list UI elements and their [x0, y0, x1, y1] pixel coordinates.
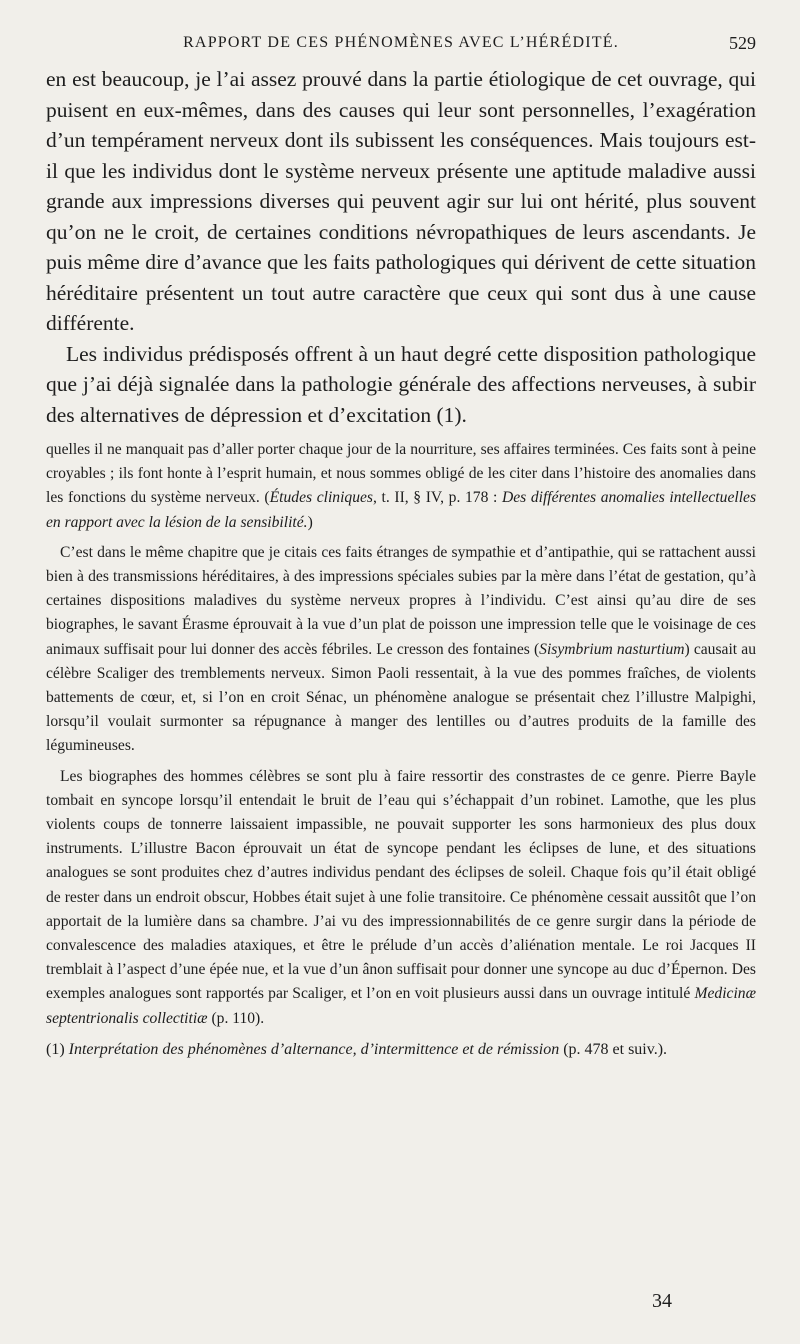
- note-paragraph-3: [46, 765, 756, 1031]
- page-number: 529: [729, 33, 756, 53]
- footnote-marker: (1): [46, 1040, 69, 1058]
- note-3-end: (p. 110).: [207, 1009, 265, 1027]
- signature-mark: 34: [652, 1290, 672, 1312]
- note-2-text: C’est dans le même chapitre que je citais ces faits étranges de sympathie et d’antipathie, qui se rattachent aussi bien à des transmissions héréditaires, à des impressions spéciales subies par la mère dans l’état de gestation, qu’à certaines dispositions maladives du système nerveux propres à l’individu. C’est ainsi qu’au dire de ses biographes, le savant Érasme éprouvait à la vue d’un plat de poisson une impression telle que le voisinage de ces animaux suffisait pour lui donner des accès fébriles. Le cresson des fontaines (: [46, 543, 756, 658]
- notes-block: [46, 438, 756, 1031]
- note-1-ref-chapter: Des différentes anomalies intellectuelles en rapport avec la lésion de la sensibilité.: [46, 489, 757, 531]
- note-1-text: quelles il ne manquait pas d’aller porter chaque jour de la nourriture, ses affaires terminées. Ces faits sont à peine croyables ; ils font honte à l’esprit humain, et nous sommes obligé de les citer dans l’histoire des anomalies dans les fonctions du système nerveux. (: [46, 441, 756, 507]
- note-3-text: Les biographes des hommes célèbres se sont plu à faire ressortir des constrastes de ce genre. Pierre Bayle tombait en syncope lorsqu’il entendait le bruit de l’eau qui s’échappait d’un robinet. Lamothe, que les plus violents coups de tonnerre laissaient impassible, ne pouvait supporter les sons harmonieux des plus doux instruments. L’illustre Bacon éprouvait un état de syncope pendant les éclipses de lune, et des situations analogues se sont produites chez d’autres individus pendant des éclipses de soleil. Chaque fois qu’il était obligé de rester dans un endroit obscur, Hobbes était sujet à une folie transitoire. Ce phénomène cessait aussitôt que l’on apportait de la lumière dans sa chambre. J’ai vu des impressionnabilités de ce genre surgir dans la période de convalescence des maladies ataxiques, et être le prélude d’un accès d’aliénation mentale. Le roi Jacques II tremblait à l’aspect d’une épée nue, et la vue d’un ânon suffisait pour donner une syncope au duc d’Épernon. Des exemples analogues sont rapportés par Scaliger, et l’on en voit plusieurs aussi dans un ouvrage intitulé: [46, 767, 756, 1003]
- main-paragraph-2: Les individus prédisposés offrent à un haut degré cette disposition pathologique que j’ai déjà signalée dans la pathologie générale des affections nerveuses, à subir des alternatives de dépression et d’excitation (1).: [46, 341, 756, 427]
- note-2-rest: ) causait au célèbre Scaliger des tremblements nerveux. Simon Paoli ressentait, à la vue des pommes fraîches, de violents battements de cœur, et, si l’on en croit Sénac, un phénomène analogue se présentait chez l’illustre Malpighi, lorsqu’il voulait surmonter sa répugnance à manger des lentilles ou d’autres produits de la famille des légumineuses.: [46, 640, 756, 755]
- note-1-ref-title: Études cliniques: [269, 489, 373, 507]
- footnote-1: [46, 1037, 756, 1062]
- footnote-title: Interprétation des phénomènes d’alternance, d’intermittence et de rémission: [68, 1040, 560, 1058]
- note-2-latin: Sisymbrium nasturtium: [539, 640, 685, 658]
- note-paragraph-1: [46, 438, 756, 535]
- main-text: [46, 64, 756, 430]
- footnote-ref: (p. 478 et suiv.).: [559, 1040, 668, 1058]
- note-1-close: ): [307, 513, 313, 531]
- running-title: RAPPORT DE CES PHÉNOMÈNES AVEC L’HÉRÉDITÉ.: [183, 34, 619, 51]
- running-header: [46, 30, 756, 56]
- main-paragraph-1: en est beaucoup, je l’ai assez prouvé dans la partie étiologique de cet ouvrage, qui puisent en eux-mêmes, dans des causes qui leur sont personnelles, l’exagération d’un tempérament nerveux dont ils subissent les conséquences. Mais toujours est-il que les individus dont le système nerveux présente une aptitude maladive aussi grande aux impressions diverses qui peuvent agir sur lui ont hérité, plus souvent qu’on ne le croit, de certaines conditions névropathiques de leurs ascendants. Je puis même dire d’avance que les faits pathologiques qui dérivent de cette situation héréditaire présentent un tout autre caractère que ceux qui sont dus à une cause différente.: [46, 67, 756, 335]
- note-1-ref-mid: , t. II, § IV, p. 178 :: [373, 489, 502, 507]
- note-paragraph-2: [46, 541, 756, 759]
- note-3-book: Medicinæ septentrionalis collectitiæ: [46, 985, 756, 1027]
